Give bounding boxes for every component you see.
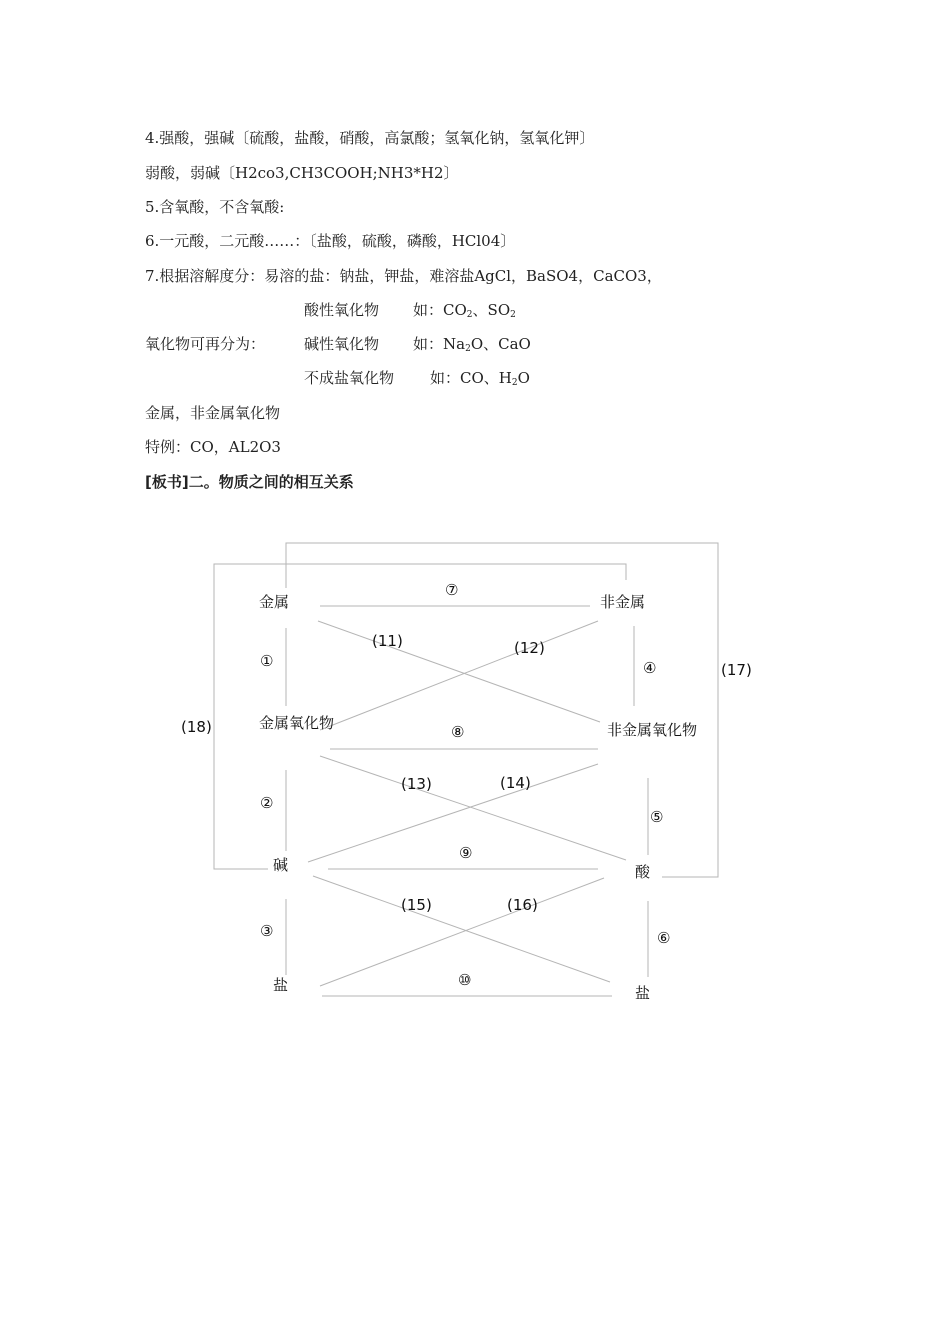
- oxide-intro: 氧化物可再分为：: [145, 335, 266, 353]
- text-line-basicity: 6.一元酸，二元酸……：〔盐酸，硫酸，磷酸，HCl04〕: [145, 232, 516, 250]
- text-line-metal-oxides: 金属，非金属氧化物: [145, 404, 281, 422]
- label-13: (13): [401, 775, 432, 793]
- text-line-special: 特例：CO，AL2O3: [145, 438, 281, 456]
- label-10: ⑩: [458, 971, 472, 989]
- text-line-weak-acids: 弱酸，弱碱〔H2co3,CH3COOH;NH3*H2〕: [145, 164, 459, 182]
- label-5: ⑤: [650, 808, 664, 826]
- node-base: 碱: [273, 856, 289, 874]
- oxide-basic-example: 如：$Na_2O$、CaO: [413, 335, 531, 354]
- node-salt-left: 盐: [273, 976, 289, 994]
- label-11: (11): [372, 632, 403, 650]
- label-18: (18): [181, 718, 212, 736]
- connector-11: [318, 621, 600, 722]
- node-metal-oxide: 金属氧化物: [259, 714, 335, 732]
- node-nonmetal: 非金属: [600, 593, 646, 611]
- text-line-strong-acids: 4.强酸，强碱〔硫酸，盐酸，硝酸，高氯酸；氢氧化钠，氢氧化钾〕: [145, 129, 595, 147]
- label-15: (15): [401, 896, 432, 914]
- text-line-solubility: 7.根据溶解度分：易溶的盐：钠盐，钾盐，难溶盐AgCl，BaSO4，CaCO3，: [145, 267, 662, 285]
- node-acid: 酸: [635, 863, 651, 881]
- node-nonmetal-oxide: 非金属氧化物: [607, 721, 698, 739]
- oxide-neutral-label: 不成盐氧化物: [304, 369, 395, 387]
- oxide-neutral-example: 如：CO、$H_2O$: [430, 369, 530, 388]
- connector-17-loop: [286, 543, 718, 877]
- label-14: (14): [500, 774, 531, 792]
- node-metal: 金属: [259, 593, 290, 611]
- label-8: ⑧: [451, 723, 465, 741]
- oxide-acid-example: 如：$CO_2$、$SO_2$: [413, 301, 516, 320]
- connector-13: [320, 756, 626, 860]
- oxide-basic-label: 碱性氧化物: [304, 335, 380, 353]
- label-7: ⑦: [445, 581, 459, 599]
- label-16: (16): [507, 896, 538, 914]
- text-line-oxyacids: 5.含氧酸，不含氧酸:: [145, 198, 285, 216]
- label-17: (17): [721, 661, 752, 679]
- connector-12: [320, 621, 598, 730]
- node-salt-right: 盐: [635, 984, 651, 1002]
- connector-15: [313, 876, 610, 982]
- label-6: ⑥: [657, 929, 671, 947]
- connector-14: [308, 764, 598, 862]
- label-2: ②: [260, 794, 274, 812]
- section-heading: [板书]二。物质之间的相互关系: [145, 473, 354, 491]
- label-9: ⑨: [459, 844, 473, 862]
- label-12: (12): [514, 639, 545, 657]
- label-1: ①: [260, 652, 274, 670]
- oxide-acid-label: 酸性氧化物: [304, 301, 380, 319]
- label-3: ③: [260, 922, 274, 940]
- label-4: ④: [643, 659, 657, 677]
